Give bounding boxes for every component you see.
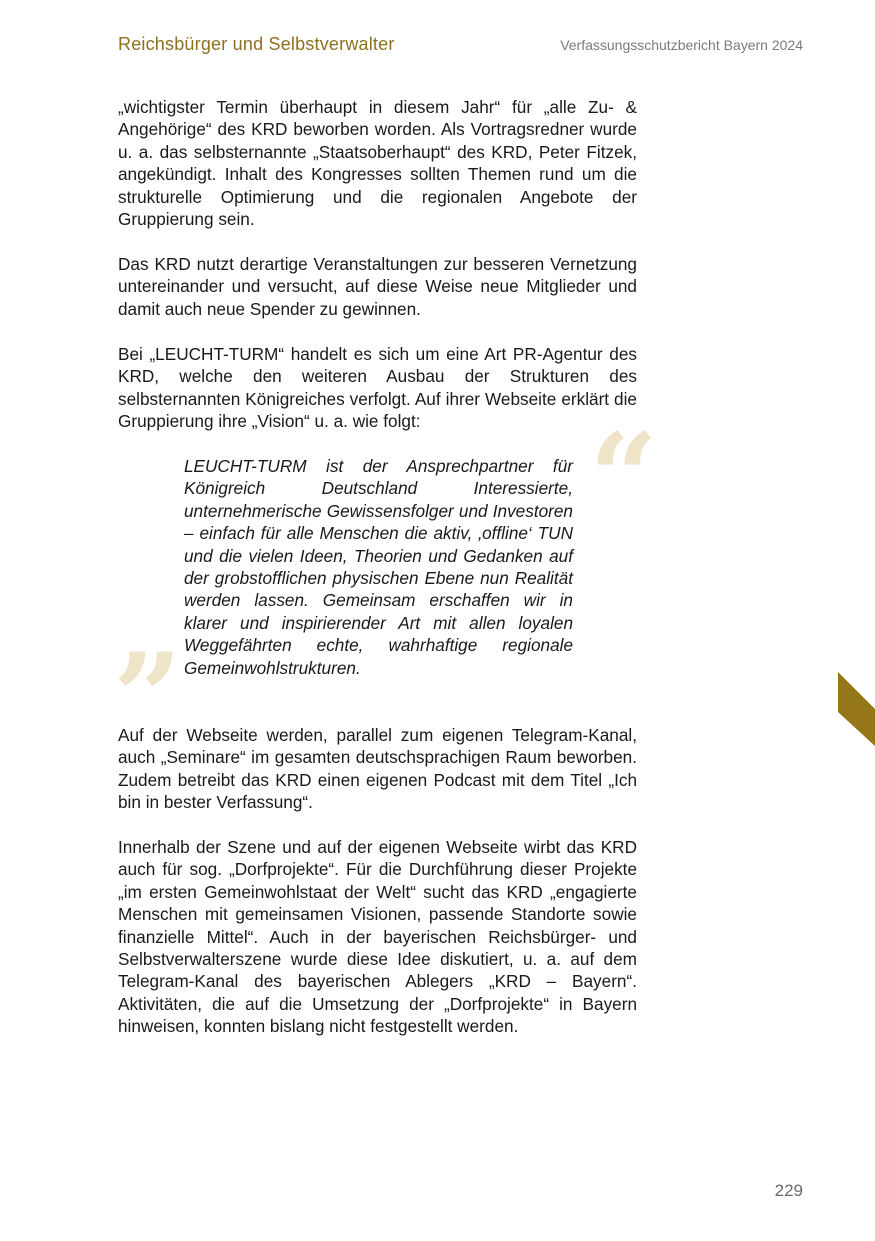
block-quote: LEUCHT-TURM ist der Ansprechpartner für Königreich Deutschland Interessierte, unternehmerische Gewissensfolger und Investoren – einfach für alle Menschen die aktiv, ‚offline‘ TUN und die vielen Ideen, Theorien und Gedanken auf der grobstofflichen physischen Ebene nun Realität werden lassen. Gemeinsam erschaffen wir in klarer und inspirierender Art mit allen loyalen Weggefährten echte, wahrhaftige regionale Gemeinwohlstrukturen. bbox=[184, 456, 573, 678]
section-title: Reichsbürger und Selbstverwalter bbox=[118, 34, 395, 54]
paragraph-1: „wichtigster Termin überhaupt in diesem Jahr“ für „alle Zu- & Angehörige“ des KRD beworben worden. Als Vortragsredner wurde u. a. das selbsternannte „Staatsoberhaupt“ des KRD, Peter Fitzek, angekündigt. Inhalt des Kongresses sollten Themen rund um die strukturelle Optimierung und die regionalen Angebote der Gruppierung sein. bbox=[118, 97, 637, 230]
chapter-tab-marker bbox=[838, 672, 875, 746]
report-title: Verfassungsschutzbericht Bayern 2024 bbox=[560, 37, 803, 53]
paragraph-3: Bei „LEUCHT-TURM“ handelt es sich um eine Art PR-Agentur des KRD, welche den weiteren Ausbau der Strukturen des selbsternannten Königreiches verfolgt. Auf ihrer Webseite erklärt die Gruppierung ihre „Vision“ u. a. wie folgt: bbox=[118, 344, 637, 432]
open-quote-icon: “ bbox=[589, 407, 659, 548]
paragraph-4: Auf der Webseite werden, parallel zum eigenen Telegram-Kanal, auch „Seminare“ im gesamten deutschsprachigen Raum beworben. Zudem betreibt das KRD einen eigenen Podcast mit dem Titel „Ich bin in bester Verfassung“. bbox=[118, 725, 637, 813]
paragraph-5: Innerhalb der Szene und auf der eigenen Webseite wirbt das KRD auch für sog. „Dorfprojekte“. Für die Durchführung dieser Projekte „im ersten Gemeinwohlstaat der Welt“ sucht das KRD „engagierte Menschen mit gemeinsamen Visionen, passende Standorte sowie finanzielle Mittel“. Auch in der bayerischen Reichsbürger- und Selbstverwalterszene wurde diese Idee diskutiert, u. a. auf dem Telegram-Kanal des bayerischen Ablegers „KRD – Bayern“. Aktivitäten, die auf die Umsetzung der „Dorfprojekte“ in Bayern hinweisen, konnten bislang nicht festgestellt werden. bbox=[118, 837, 637, 1037]
close-quote-icon: ” bbox=[113, 627, 183, 768]
paragraph-2: Das KRD nutzt derartige Veranstaltungen zur besseren Vernetzung untereinander und versucht, auf diese Weise neue Mitglieder und damit auch neue Spender zu gewinnen. bbox=[118, 254, 637, 319]
page-number: 229 bbox=[774, 1181, 803, 1200]
